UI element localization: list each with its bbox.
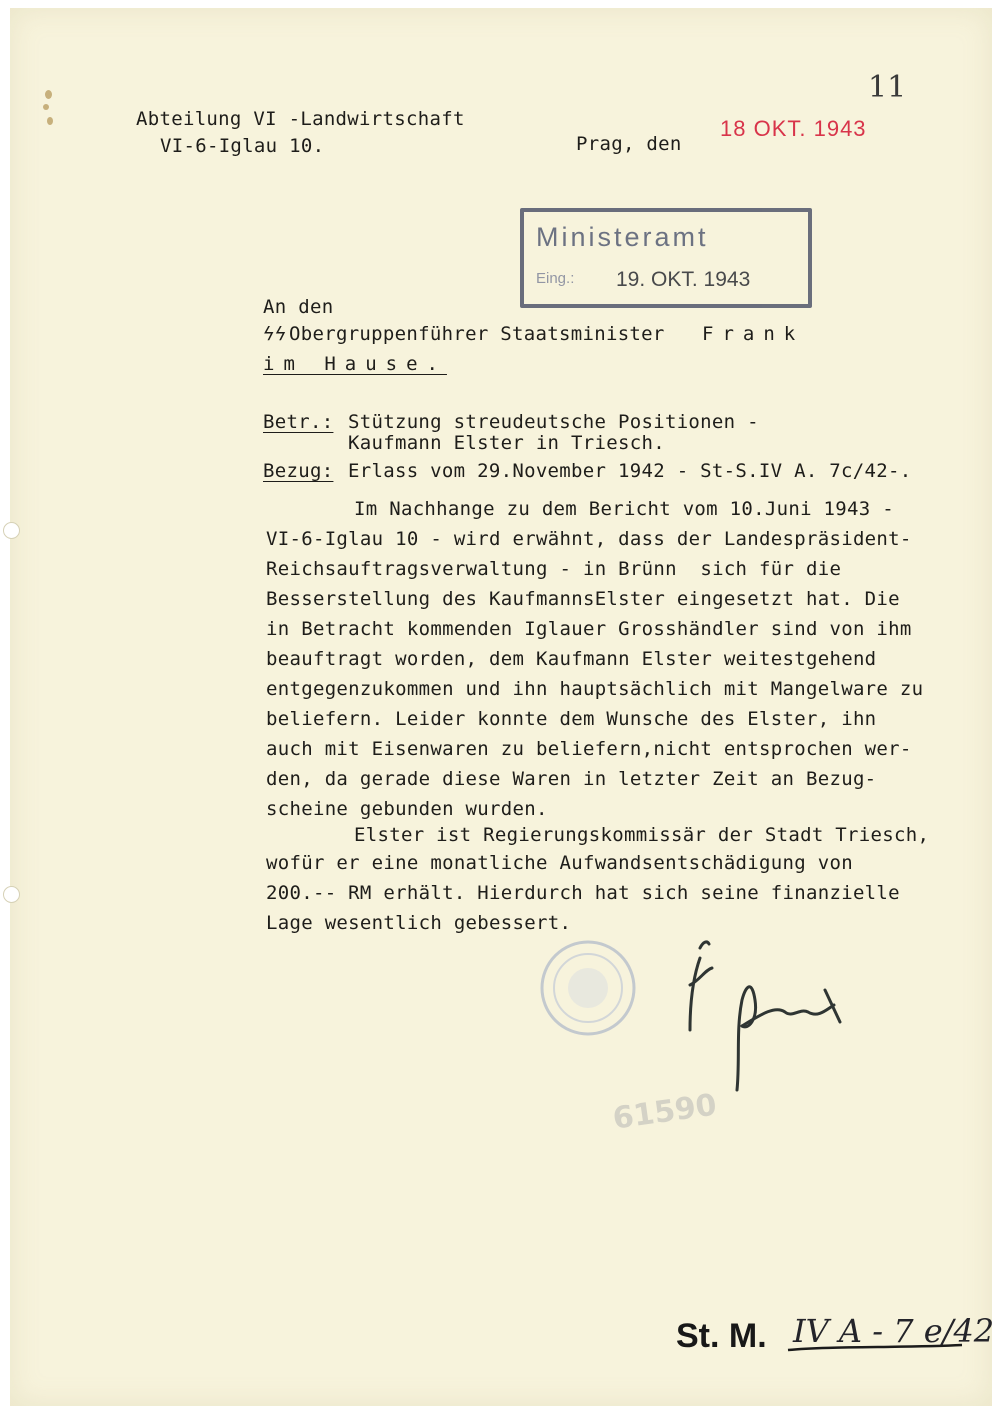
department-heading: Abteilung VI -Landwirtschaft (136, 108, 465, 130)
file-reference: VI-6-Iglau 10. (160, 135, 325, 157)
body-line: in Betracht kommenden Iglauer Grosshändler sind von ihm (266, 618, 912, 640)
stamp-received-label: Eing.: (536, 270, 575, 287)
body-line: den, da gerade diese Waren in letzter Zeit an Bezug- (266, 768, 877, 790)
subject-line-2: Kaufmann Elster in Triesch. (348, 432, 665, 454)
body-line: beauftragt worden, dem Kaufmann Elster weitestgehend (266, 648, 877, 670)
body-line: auch mit Eisenwaren zu beliefern,nicht entsprochen wer- (266, 738, 912, 760)
ss-rank-symbol: ϟϟ (263, 323, 287, 345)
body-line: scheine gebunden wurden. (266, 798, 548, 820)
svg-text:61590: 61590 (610, 1087, 719, 1137)
stamp-date: 19. OKT. 1943 (616, 268, 751, 291)
body-line: Reichsauftragsverwaltung - in Brünn sich für die (266, 558, 842, 580)
body-line: Besserstellung des KaufmannsElster eingesetzt hat. Die (266, 588, 900, 610)
body-line: Im Nachhange zu dem Bericht vom 10.Juni 1943 - (354, 498, 894, 520)
file-number-prefix: St. M. (676, 1317, 767, 1355)
body-line: Lage wesentlich gebessert. (266, 912, 572, 934)
body-line: entgegenzukommen und ihn hauptsächlich mit Mangelware zu (266, 678, 924, 700)
recipient-name: Frank (702, 323, 805, 345)
betr-label: Betr.: (263, 411, 334, 433)
stamp-title: Ministeramt (536, 222, 709, 252)
bezug-label: Bezug: (263, 460, 334, 482)
recipient-location: im Hause. (263, 353, 447, 375)
reference-decree: Erlass vom 29.November 1942 - St-S.IV A. 7c/42-. (348, 460, 912, 482)
body-line: VI-6-Iglau 10 - wird erwähnt, dass der Landespräsident- (266, 528, 912, 550)
subject-line-1: Stützung streudeutsche Positionen - (348, 411, 759, 433)
recipient-line-1: An den (263, 296, 334, 318)
archive-number-stamp (611, 1087, 719, 1136)
date-stamp: 18 OKT. 1943 (720, 116, 867, 141)
recipient-title: Obergruppenführer Staatsminister (289, 323, 665, 345)
file-number-handwritten: IV A - 7 e/42 (793, 1312, 995, 1350)
body-line: beliefern. Leider konnte dem Wunsche des Elster, ihn (266, 708, 877, 730)
embossed-seal (542, 942, 634, 1034)
body-line: wofür er eine monatliche Aufwandsentschädigung von (266, 852, 853, 874)
place-date-prefix: Prag, den (576, 133, 682, 155)
handwritten-signature (690, 942, 840, 1090)
folio-number: 11 (868, 70, 907, 105)
body-line: 200.-- RM erhält. Hierdurch hat sich seine finanzielle (266, 882, 900, 904)
body-line: Elster ist Regierungskommissär der Stadt Triesch, (354, 824, 930, 846)
